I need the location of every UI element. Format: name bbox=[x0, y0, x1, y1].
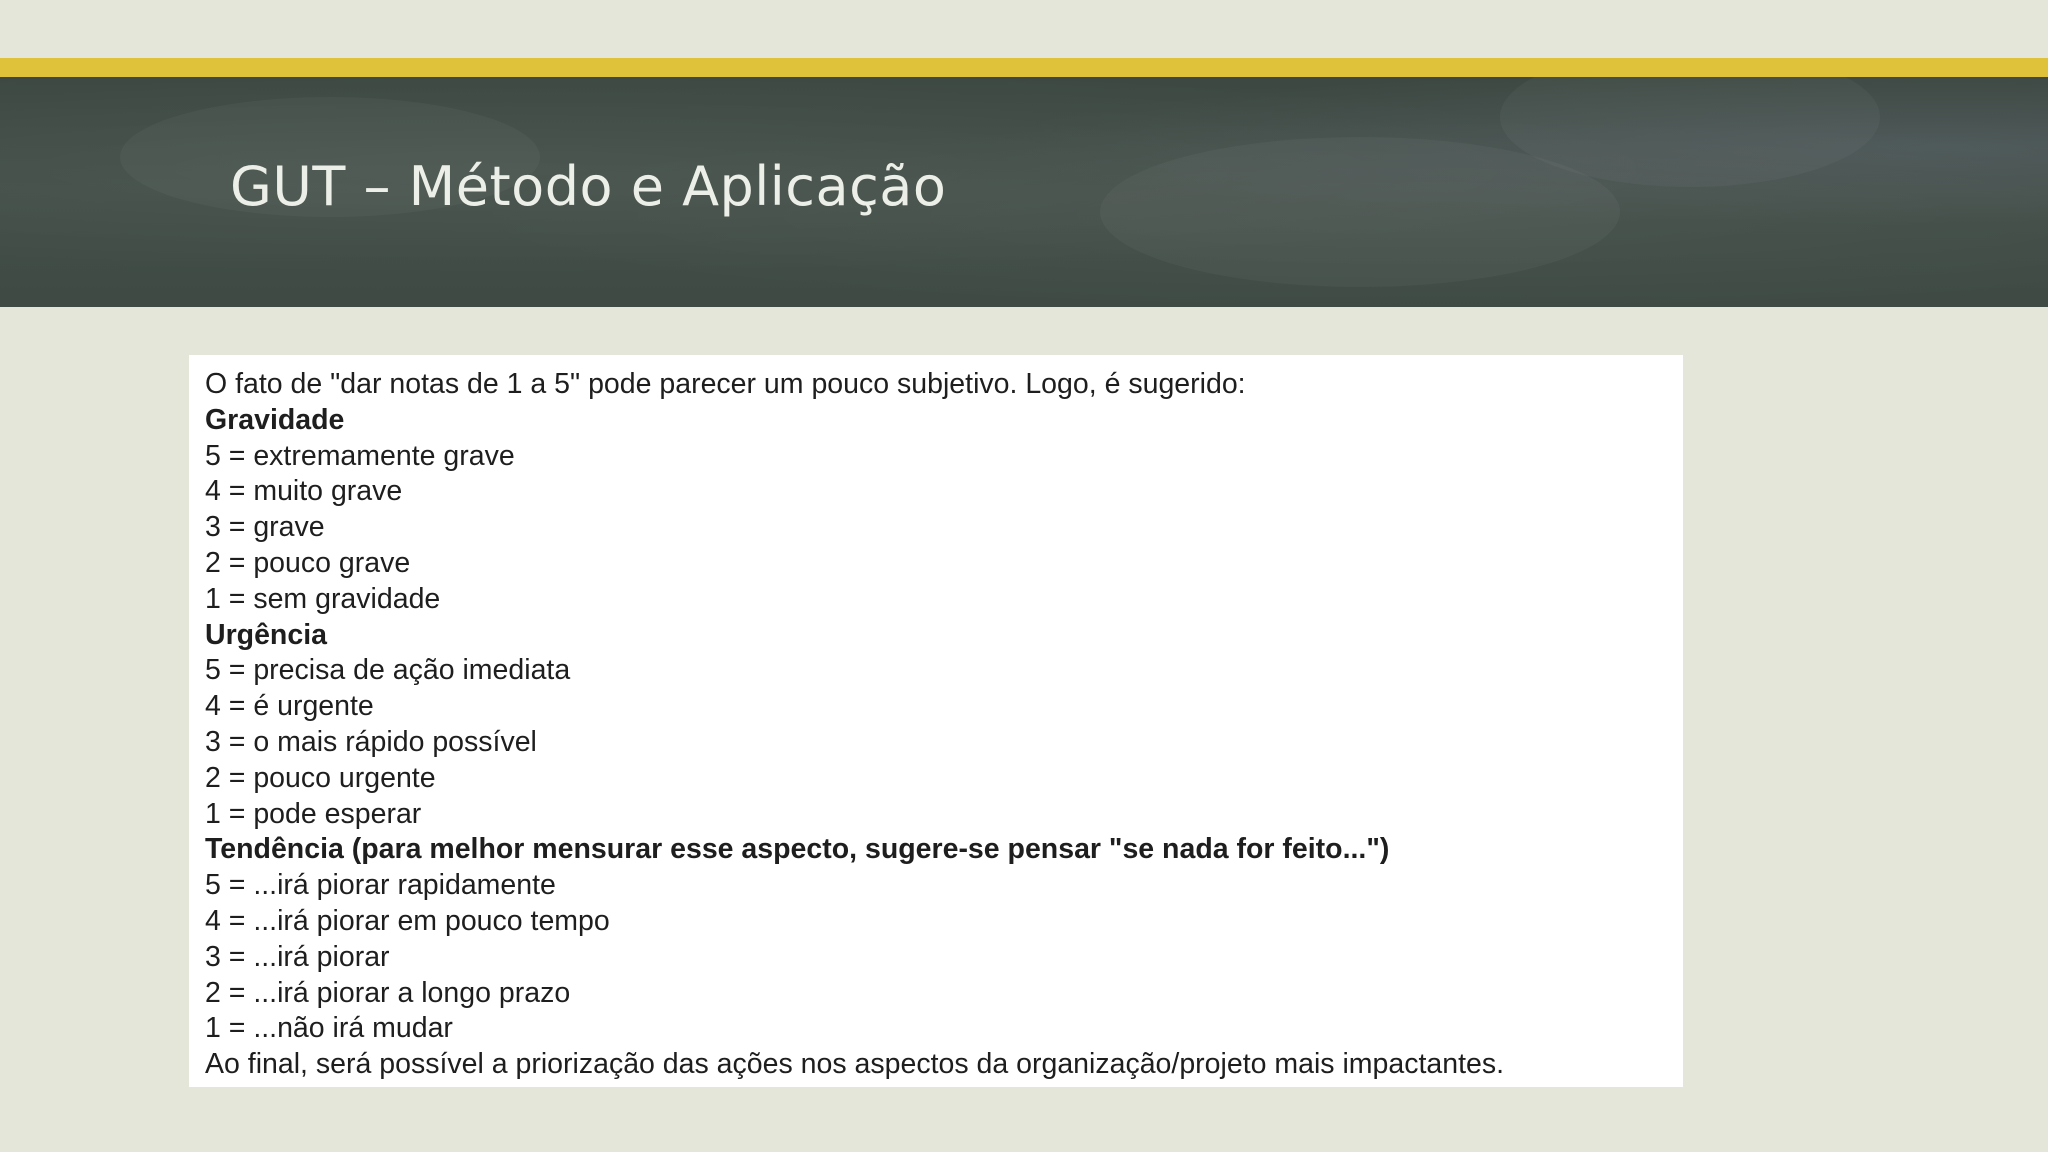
intro-line: O fato de "dar notas de 1 a 5" pode parecer um pouco subjetivo. Logo, é sugerido: bbox=[205, 368, 1246, 400]
content-box bbox=[189, 355, 1683, 1087]
section-heading-urgencia: Urgência bbox=[205, 618, 327, 651]
list-item: 4 = muito grave bbox=[205, 475, 403, 508]
list-item: 3 = grave bbox=[205, 511, 325, 544]
list-item: 1 = pode esperar bbox=[205, 797, 422, 830]
list-item: 3 = ...irá piorar bbox=[205, 940, 390, 973]
list-item: 2 = pouco grave bbox=[205, 546, 411, 579]
list-item: 2 = ...irá piorar a longo prazo bbox=[205, 976, 571, 1009]
list-item: 5 = precisa de ação imediata bbox=[205, 654, 571, 687]
title-band bbox=[0, 77, 2048, 307]
list-item: 3 = o mais rápido possível bbox=[205, 725, 537, 758]
list-item: 5 = extremamente grave bbox=[205, 439, 515, 472]
section-heading-tendencia: Tendência (para melhor mensurar esse aspecto, sugere-se pensar "se nada for feito...") bbox=[205, 833, 1390, 866]
list-item: 5 = ...irá piorar rapidamente bbox=[205, 869, 556, 902]
slide-title: GUT – Método e Aplicação bbox=[230, 155, 947, 218]
list-item: 4 = é urgente bbox=[205, 690, 374, 723]
section-heading-gravidade: Gravidade bbox=[205, 403, 345, 436]
list-item: 4 = ...irá piorar em pouco tempo bbox=[205, 904, 610, 937]
list-item: 1 = sem gravidade bbox=[205, 582, 441, 615]
accent-bar bbox=[0, 58, 2048, 77]
conclusion-line: Ao final, será possível a priorização das ações nos aspectos da organização/projeto mais impactantes. bbox=[205, 1048, 1505, 1081]
list-item: 1 = ...não irá mudar bbox=[205, 1012, 453, 1045]
list-item: 2 = pouco urgente bbox=[205, 761, 436, 794]
